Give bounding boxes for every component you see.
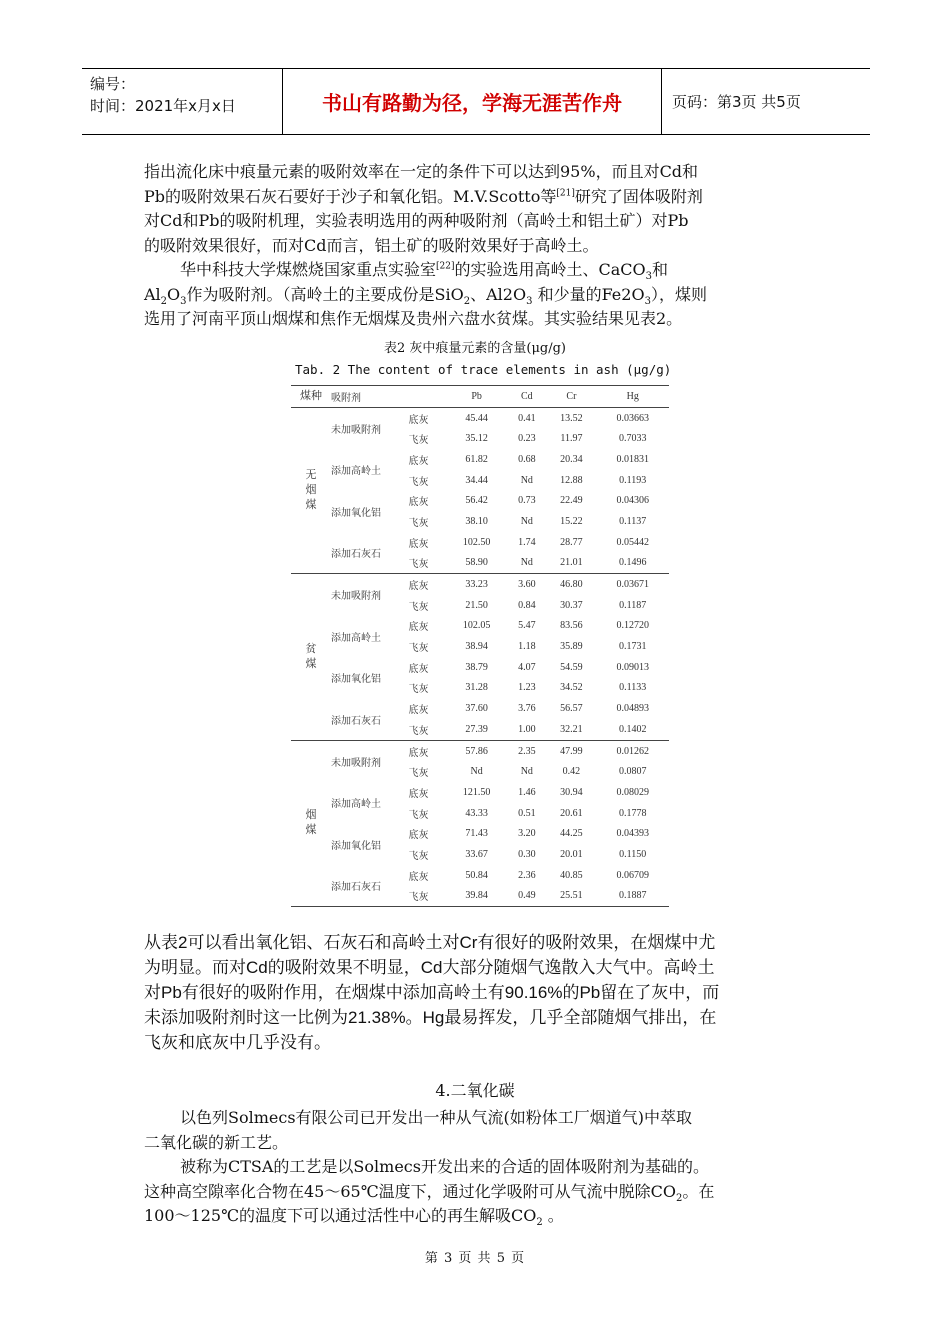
table-caption-en: Tab. 2 The content of trace elements in ash (μg/g) bbox=[295, 362, 672, 377]
value-cell: 35.12 bbox=[465, 433, 488, 445]
table-header-row bbox=[291, 386, 669, 408]
value-cell: 0.1137 bbox=[619, 515, 647, 527]
value-cell: 38.94 bbox=[465, 641, 488, 653]
text-line: 100～125℃的温度下可以通过活性中心的再生解吸$CO_2$ 。 bbox=[144, 1206, 564, 1229]
citation: [22] bbox=[436, 261, 455, 272]
ash-type-cell: 飞灰 bbox=[408, 643, 429, 655]
adsorbent-cell: 未加吸附剂 bbox=[331, 591, 381, 603]
value-cell: 0.05442 bbox=[616, 536, 649, 548]
value-cell: 0.42 bbox=[562, 766, 581, 778]
table-row bbox=[291, 865, 669, 886]
value-cell: 0.08029 bbox=[616, 786, 649, 798]
table-row bbox=[291, 449, 669, 470]
paragraph-co2 bbox=[144, 1106, 804, 1229]
value-cell: 33.23 bbox=[465, 579, 488, 591]
value-cell: 0.03663 bbox=[616, 412, 649, 424]
value-cell: 40.85 bbox=[560, 869, 583, 881]
value-cell: 2.35 bbox=[518, 745, 536, 757]
value-cell: 0.23 bbox=[518, 433, 536, 445]
ash-type-cell: 底灰 bbox=[408, 871, 429, 883]
ash-type-cell: 底灰 bbox=[408, 455, 429, 467]
value-cell: 0.49 bbox=[518, 890, 536, 902]
value-cell: 0.1402 bbox=[619, 723, 647, 735]
value-cell: 39.84 bbox=[465, 890, 488, 902]
value-cell: 28.77 bbox=[560, 536, 583, 548]
value-cell: 61.82 bbox=[465, 453, 488, 465]
value-cell: 0.1133 bbox=[619, 682, 647, 694]
value-cell: 2.36 bbox=[518, 869, 536, 881]
ash-type-cell: 底灰 bbox=[408, 705, 429, 717]
table-row bbox=[291, 574, 669, 595]
text-line: 被称为CTSA的工艺是以Solmecs开发出来的合适的固体吸附剂为基础的。 bbox=[180, 1157, 709, 1176]
value-cell: 20.61 bbox=[560, 807, 583, 819]
value-cell: 3.60 bbox=[518, 579, 536, 591]
text-line: 对Pb有很好的吸附作用，在烟煤中添加高岭土有90.16%的Pb留在了灰中，而 bbox=[144, 983, 720, 1002]
coal-group bbox=[291, 407, 669, 574]
adsorbent-cell: 添加石灰石 bbox=[331, 715, 381, 727]
value-cell: 30.94 bbox=[560, 786, 583, 798]
value-cell: 20.34 bbox=[560, 453, 583, 465]
table-row bbox=[291, 657, 669, 678]
value-cell: 0.68 bbox=[518, 453, 536, 465]
col-header: Cd bbox=[520, 390, 533, 402]
value-cell: 43.33 bbox=[465, 807, 488, 819]
value-cell: 1.46 bbox=[518, 786, 536, 798]
table-row bbox=[291, 532, 669, 553]
col-header bbox=[391, 386, 446, 408]
value-cell: 0.04393 bbox=[616, 828, 649, 840]
value-cell: 0.51 bbox=[518, 807, 536, 819]
ash-type-cell: 底灰 bbox=[408, 830, 429, 842]
text-line: 对Cd和Pb的吸附机理，实验表明选用的两种吸附剂（高岭土和铝土矿）对Pb bbox=[144, 211, 689, 230]
value-cell: 0.41 bbox=[518, 412, 536, 424]
value-cell: 20.01 bbox=[560, 848, 583, 860]
value-cell: 0.1187 bbox=[619, 599, 647, 611]
table-row bbox=[291, 616, 669, 637]
value-cell: 3.20 bbox=[518, 828, 536, 840]
value-cell: 0.1496 bbox=[619, 557, 647, 569]
value-cell: 0.84 bbox=[518, 599, 536, 611]
ash-type-cell: 底灰 bbox=[408, 663, 429, 675]
value-cell: 30.37 bbox=[560, 599, 583, 611]
value-cell: 0.04893 bbox=[616, 703, 649, 715]
page-footer: 第 3 页 共 5 页 bbox=[424, 1251, 526, 1266]
value-cell: 0.1887 bbox=[619, 890, 647, 902]
text-line: $Al_2O_3$作为吸附剂。（高岭土的主要成份是SiO$_2$、$Al2O_3$ 和少量的$Fe2O_3$），煤则 bbox=[144, 284, 707, 307]
value-cell: 0.1778 bbox=[619, 807, 647, 819]
value-cell: 38.10 bbox=[465, 515, 488, 527]
adsorbent-cell: 添加氧化铝 bbox=[331, 674, 381, 686]
adsorbent-cell: 添加石灰石 bbox=[331, 549, 381, 560]
text-line: 华中科技大学煤燃烧国家重点实验室[22]的实验选用高岭土、CaCO$_3$和 bbox=[180, 260, 669, 283]
value-cell: 0.04306 bbox=[616, 495, 649, 507]
ash-type-cell: 飞灰 bbox=[408, 476, 429, 488]
header-number: 编号： bbox=[90, 75, 136, 93]
paragraph-adsorption bbox=[144, 160, 804, 332]
value-cell: 83.56 bbox=[560, 620, 583, 632]
ash-type-cell: 底灰 bbox=[408, 414, 429, 426]
text-line: 飞灰和底灰中几乎没有。 bbox=[144, 1033, 331, 1052]
value-cell: 34.44 bbox=[465, 474, 488, 486]
adsorbent-cell: 添加石灰石 bbox=[331, 882, 381, 893]
table-row bbox=[291, 823, 669, 844]
text-line: 为明显。而对Cd的吸附效果不明显，Cd大部分随烟气逸散入大气中。高岭土 bbox=[144, 958, 715, 977]
value-cell: 21.50 bbox=[465, 599, 488, 611]
text-line: 这种高空隙率化合物在45～65℃温度下，通过化学吸附可从气流中脱除$CO_2$。在 bbox=[144, 1181, 715, 1204]
value-cell: 32.21 bbox=[560, 723, 583, 735]
value-cell: 56.57 bbox=[560, 703, 583, 715]
ash-type-cell: 飞灰 bbox=[408, 850, 429, 862]
value-cell: Nd bbox=[520, 766, 533, 778]
adsorbent-cell: 添加高岭土 bbox=[331, 466, 381, 478]
value-cell: 1.23 bbox=[518, 682, 536, 694]
ash-type-cell: 底灰 bbox=[408, 497, 429, 509]
ash-type-cell: 飞灰 bbox=[408, 601, 429, 613]
value-cell: 33.67 bbox=[465, 848, 488, 860]
coal-type-cell: 烟 煤 bbox=[305, 809, 317, 837]
ash-type-cell: 飞灰 bbox=[408, 517, 429, 529]
value-cell: 47.99 bbox=[560, 745, 583, 757]
ash-type-cell: 飞灰 bbox=[408, 768, 429, 780]
value-cell: 27.39 bbox=[465, 723, 488, 735]
col-header: Cr bbox=[566, 390, 577, 402]
table-row bbox=[291, 490, 669, 511]
citation: [21] bbox=[556, 188, 575, 199]
value-cell: 0.73 bbox=[518, 495, 536, 507]
ash-type-cell: 飞灰 bbox=[408, 559, 429, 571]
adsorbent-cell: 添加氧化铝 bbox=[331, 507, 381, 519]
value-cell: 38.79 bbox=[465, 661, 488, 673]
ash-type-cell: 飞灰 bbox=[408, 892, 429, 904]
ash-type-cell: 底灰 bbox=[408, 538, 429, 550]
col-header: Pb bbox=[471, 390, 482, 402]
text-line: 的吸附效果很好，而对Cd而言，铝土矿的吸附效果好于高岭土。 bbox=[144, 235, 599, 255]
text-line: 选用了河南平顶山烟煤和焦作无烟煤及贵州六盘水贫煤。其实验结果见表2。 bbox=[144, 309, 683, 328]
value-cell: 56.42 bbox=[465, 495, 488, 507]
table-row bbox=[291, 782, 669, 803]
value-cell: 44.25 bbox=[560, 828, 583, 840]
header-page: 页码：第3页 共5页 bbox=[672, 93, 801, 111]
value-cell: 54.59 bbox=[560, 661, 583, 673]
ash-type-cell: 飞灰 bbox=[408, 809, 429, 821]
adsorbent-cell: 添加高岭土 bbox=[331, 799, 381, 811]
header-meta bbox=[82, 69, 283, 134]
value-cell: 1.18 bbox=[518, 641, 536, 653]
value-cell: 21.01 bbox=[560, 557, 583, 569]
value-cell: 35.89 bbox=[560, 641, 583, 653]
header-time: 时间：2021年x月x日 bbox=[90, 97, 236, 115]
value-cell: Nd bbox=[470, 766, 483, 778]
coal-group bbox=[291, 740, 669, 907]
value-cell: 0.7033 bbox=[619, 433, 647, 445]
ash-type-cell: 飞灰 bbox=[408, 435, 429, 447]
value-cell: 4.07 bbox=[518, 661, 536, 673]
page-header bbox=[82, 68, 870, 135]
adsorbent-cell: 未加吸附剂 bbox=[331, 424, 381, 436]
value-cell: 11.97 bbox=[560, 433, 583, 445]
value-cell: 0.1150 bbox=[619, 848, 647, 860]
value-cell: 0.30 bbox=[518, 848, 536, 860]
value-cell: 1.00 bbox=[518, 723, 536, 735]
ash-type-cell: 飞灰 bbox=[408, 684, 429, 696]
value-cell: 46.80 bbox=[560, 579, 583, 591]
value-cell: 37.60 bbox=[465, 703, 488, 715]
value-cell: 71.43 bbox=[465, 828, 488, 840]
col-header: 煤种 bbox=[300, 389, 322, 402]
value-cell: Nd bbox=[520, 515, 533, 527]
trace-element-table bbox=[291, 385, 669, 907]
value-cell: Nd bbox=[520, 474, 533, 486]
value-cell: 58.90 bbox=[465, 557, 488, 569]
value-cell: 25.51 bbox=[560, 890, 583, 902]
col-header: Hg bbox=[626, 390, 639, 402]
value-cell: 34.52 bbox=[560, 682, 583, 694]
header-motto: 书山有路勤为径，学海无涯苦作舟 bbox=[283, 69, 662, 134]
value-cell: 22.49 bbox=[560, 495, 583, 507]
value-cell: 31.28 bbox=[465, 682, 488, 694]
adsorbent-cell: 未加吸附剂 bbox=[331, 757, 381, 769]
value-cell: 57.86 bbox=[465, 745, 488, 757]
text-line: 以色列Solmecs有限公司已开发出一种从气流(如粉体工厂烟道气)中萃取 bbox=[180, 1108, 693, 1127]
table-row bbox=[291, 698, 669, 719]
value-cell: 0.12720 bbox=[616, 620, 649, 632]
value-cell: 3.76 bbox=[518, 703, 536, 715]
ash-type-cell: 底灰 bbox=[408, 622, 429, 634]
adsorbent-cell: 添加高岭土 bbox=[331, 632, 381, 644]
adsorbent-cell: 添加氧化铝 bbox=[331, 840, 381, 852]
section-title: 4.二氧化碳 bbox=[435, 1081, 515, 1100]
value-cell: 0.0807 bbox=[619, 766, 647, 778]
coal-group bbox=[291, 574, 669, 741]
value-cell: 0.01831 bbox=[616, 453, 649, 465]
value-cell: 5.47 bbox=[518, 620, 536, 632]
text-line: 指出流化床中痕量元素的吸附效率在一定的条件下可以达到95%，而且对Cd和 bbox=[144, 162, 699, 181]
value-cell: 102.05 bbox=[462, 620, 491, 632]
coal-type-cell: 贫 煤 bbox=[305, 642, 317, 670]
value-cell: Nd bbox=[520, 557, 533, 569]
value-cell: 0.09013 bbox=[616, 661, 649, 673]
value-cell: 0.03671 bbox=[616, 579, 649, 591]
text-line: 二氧化碳的新工艺。 bbox=[144, 1132, 289, 1152]
value-cell: 0.1731 bbox=[619, 641, 647, 653]
table-row bbox=[291, 740, 669, 761]
value-cell: 102.50 bbox=[462, 536, 491, 548]
ash-type-cell: 底灰 bbox=[408, 747, 429, 759]
table-caption-cn: 表2 灰中痕量元素的含量(μg/g) bbox=[383, 341, 567, 356]
coal-type-cell: 无 烟 煤 bbox=[305, 468, 317, 511]
paragraph-results bbox=[144, 930, 804, 1055]
text-line: Pb的吸附效果石灰石要好于沙子和氧化铝。M.V.Scotto等[21]研究了固体吸附剂 bbox=[144, 186, 703, 206]
table-row bbox=[291, 407, 669, 428]
value-cell: 121.50 bbox=[462, 786, 491, 798]
value-cell: 0.1193 bbox=[619, 474, 647, 486]
col-header: 吸附剂 bbox=[331, 392, 361, 404]
ash-type-cell: 飞灰 bbox=[408, 725, 429, 737]
text-line: 从表2可以看出氧化铝、石灰石和高岭土对Cr有很好的吸附效果，在烟煤中尤 bbox=[144, 933, 716, 952]
value-cell: 13.52 bbox=[560, 412, 583, 424]
ash-type-cell: 底灰 bbox=[408, 581, 429, 593]
value-cell: 12.88 bbox=[560, 474, 583, 486]
value-cell: 0.06709 bbox=[616, 869, 649, 881]
value-cell: 45.44 bbox=[465, 412, 488, 424]
text-line: 未添加吸附剂时这一比例为21.38%。Hg最易挥发，几乎全部随烟气排出，在 bbox=[144, 1008, 717, 1027]
value-cell: 50.84 bbox=[465, 869, 488, 881]
value-cell: 0.01262 bbox=[616, 745, 649, 757]
value-cell: 1.74 bbox=[518, 536, 536, 548]
ash-type-cell: 底灰 bbox=[408, 788, 429, 800]
value-cell: 15.22 bbox=[560, 515, 583, 527]
